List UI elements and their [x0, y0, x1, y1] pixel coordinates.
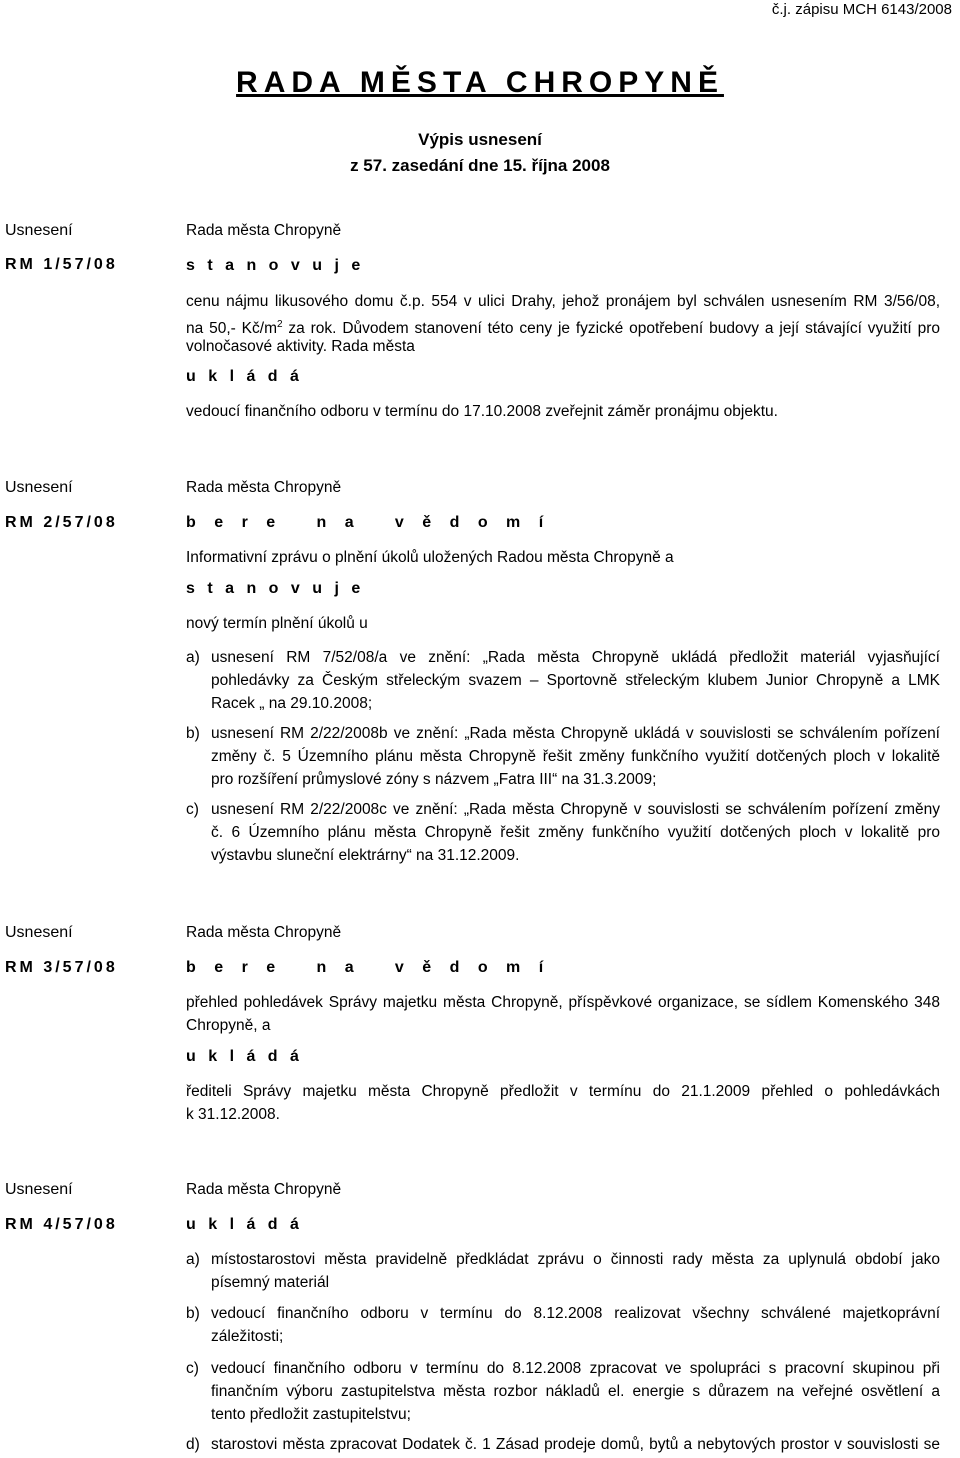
list-item	[186, 798, 940, 867]
list-marker: c)	[186, 801, 199, 818]
resolution-label: Usnesení	[5, 222, 73, 239]
resolution-verb: u k l á d á	[186, 368, 303, 385]
list-item-line: pro rozšíření průmyslové zóny s názvem „Fatra III“ na 31.3.2009;	[211, 771, 657, 788]
resolution-text: na 50,- $Kč/m^2$ za rok. Důvodem stanovení této ceny je fyzické opotřebení budovy a její stávající využití pro	[186, 319, 940, 338]
resolution-text: cenu nájmu likusového domu č.p. 554 v ulici Drahy, jehož pronájem byl schválen usnesením RM 3/56/08,	[186, 293, 940, 310]
list-item	[186, 1248, 940, 1294]
list-item-line: změny č. 5 Územního plánu města Chropyně řešit změny funkčního využití dotčených ploch v lokalitě	[211, 748, 940, 765]
list-item-line: výstavbu sluneční elektrárny“ na 31.12.2009.	[211, 847, 520, 864]
list-item-line: finančním výboru zastupitelstva města rozbor nákladů el. energie s důrazem na veřejné osvětlení a	[211, 1383, 940, 1400]
list-marker: c)	[186, 1360, 199, 1377]
resolution-verb: b e r e n a v ě d o m í	[186, 959, 551, 976]
list-item	[186, 646, 940, 715]
resolution-text: řediteli Správy majetku města Chropyně předložit v termínu do 21.1.2009 přehled o pohledávkách	[186, 1083, 940, 1100]
list-item-line: vedoucí finančního odboru v termínu do 8.12.2008 zpracovat ve spolupráci s pracovní skupinou při	[211, 1360, 940, 1377]
list-item-line: místostarostovi města pravidelně předkládat zprávu o činnosti rady města za uplynulá období jako	[211, 1251, 940, 1268]
resolution-text: volnočasové aktivity. Rada města	[186, 338, 415, 355]
resolution-text: vedoucí finančního odboru v termínu do 17.10.2008 zveřejnit záměr pronájmu objektu.	[186, 403, 778, 420]
resolution-text: nový termín plnění úkolů u	[186, 615, 368, 632]
resolution-verb: u k l á d á	[186, 1216, 303, 1233]
list-item	[186, 1433, 940, 1456]
list-item-line: usnesení RM 2/22/2008b ve znění: „Rada města Chropyně ukládá v souvislosti se schválením pořízení	[211, 725, 940, 742]
council-name: Rada města Chropyně	[186, 1181, 342, 1198]
resolution-text: přehled pohledávek Správy majetku města Chropyně, příspěvkové organizace, se sídlem Komenského 348	[186, 994, 940, 1011]
resolution-number: RM 1/57/08	[5, 256, 118, 273]
list-item-line: pohledávky za Českým střeleckým svazem – Sportovně střeleckým klubem Junior Chropyně a LMK	[211, 672, 940, 689]
list-marker: d)	[186, 1436, 200, 1453]
list-item-line: č. 6 Územního plánu města Chropyně řešit změny funkčního využití dotčených ploch v lokalitě pro	[211, 824, 940, 841]
list-item-line: záležitosti;	[211, 1328, 284, 1345]
meeting-date: z 57. zasedání dne 15. října 2008	[350, 156, 610, 175]
list-item-line: usnesení RM 7/52/08/a ve znění: „Rada města Chropyně ukládá předložit materiál vyjasňující	[211, 649, 940, 666]
resolution-label: Usnesení	[5, 479, 73, 496]
list-item-line: usnesení RM 2/22/2008c ve znění: „Rada města Chropyně v souvislosti se schválením pořízení změny	[211, 801, 940, 818]
resolution-text: Informativní zprávu o plnění úkolů uložených Radou města Chropyně a	[186, 549, 674, 566]
resolution-text: k 31.12.2008.	[186, 1106, 280, 1123]
resolution-verb: b e r e n a v ě d o m í	[186, 514, 551, 531]
list-item	[186, 1302, 940, 1348]
resolution-number: RM 4/57/08	[5, 1216, 118, 1233]
list-item-line: starostovi města zpracovat Dodatek č. 1 Zásad prodeje domů, bytů a nebytových prostor v souvislosti se	[211, 1436, 940, 1453]
resolution-number: RM 3/57/08	[5, 959, 118, 976]
list-marker: a)	[186, 1251, 200, 1268]
list-item	[186, 1357, 940, 1426]
resolution-label: Usnesení	[5, 1181, 73, 1198]
council-name: Rada města Chropyně	[186, 222, 342, 239]
resolution-verb: u k l á d á	[186, 1048, 303, 1065]
list-item-line: Racek „ na 29.10.2008;	[211, 695, 373, 712]
document-subtitle: Výpis usnesení	[418, 130, 542, 149]
list-marker: b)	[186, 725, 200, 742]
council-name: Rada města Chropyně	[186, 479, 342, 496]
document-reference: č.j. zápisu MCH 6143/2008	[771, 1, 952, 18]
resolution-label: Usnesení	[5, 924, 73, 941]
resolution-text: Chropyně, a	[186, 1017, 271, 1034]
list-item-line: tento předložit zastupitelstvu;	[211, 1406, 411, 1423]
list-item-line: písemný materiál	[211, 1274, 330, 1291]
list-marker: b)	[186, 1305, 200, 1322]
list-item-line: vedoucí finančního odboru v termínu do 8.12.2008 realizovat všechny schválené majetkoprávní	[211, 1305, 940, 1322]
resolution-verb: s t a n o v u j e	[186, 257, 365, 274]
resolution-verb: s t a n o v u j e	[186, 580, 365, 597]
document-title: RADA MĚSTA CHROPYNĚ	[236, 66, 724, 99]
list-marker: a)	[186, 649, 200, 666]
list-item	[186, 722, 940, 791]
resolution-number: RM 2/57/08	[5, 514, 118, 531]
council-name: Rada města Chropyně	[186, 924, 342, 941]
